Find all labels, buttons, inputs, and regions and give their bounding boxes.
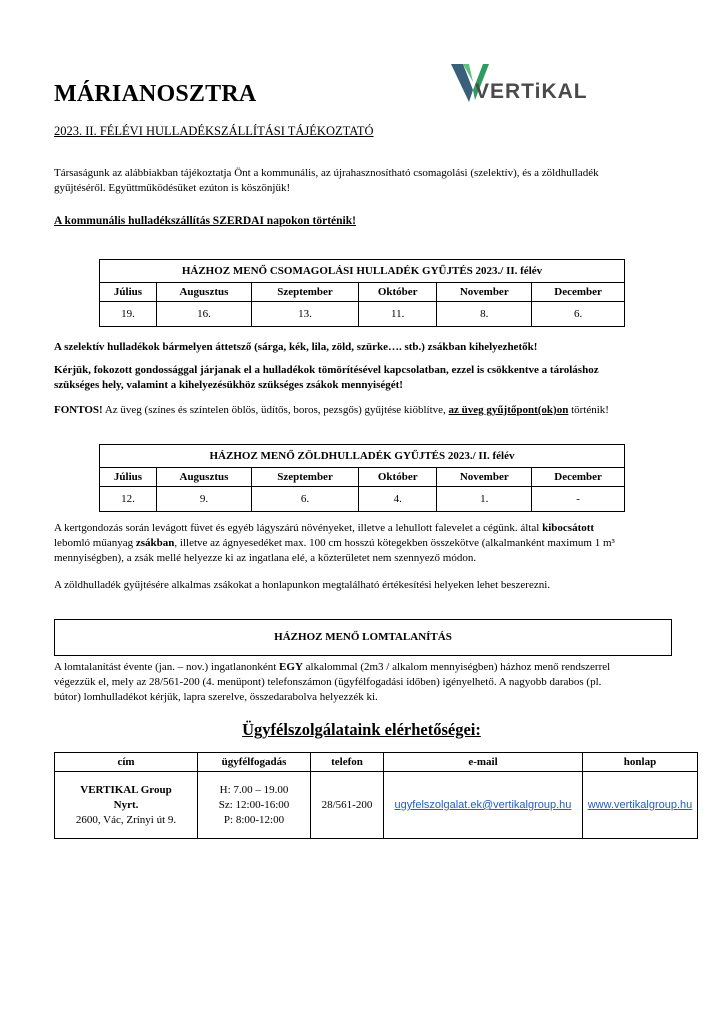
packaging-day-cell: 16. (156, 302, 251, 327)
bags-notice: A zöldhulladék gyűjtésére alkalmas zsákokat a honlapunkon megtalálható értékesítési helyeken lehet beszerezni. (54, 579, 551, 591)
glass-notice (54, 402, 674, 418)
packaging-day-cell: 13. (251, 302, 358, 327)
selective-notice: A szelektív hulladékok bármelyen áttetsző (sárga, kék, lila, zöld, szürke…. stb.) zsákban kihelyezhetők! (54, 341, 538, 353)
bulky-waste-box (54, 619, 672, 656)
compress-notice-line-2: szükséges hely, valamint a kihelyezésükhöz szükséges zsákok mennyiségét! (54, 379, 403, 391)
glass-notice-tail: történik! (568, 404, 609, 416)
garden-paragraph (54, 521, 674, 566)
packaging-schedule-table (99, 259, 625, 327)
bulky-line-3: bútor) lomhulladékot kérjük, lapra szerelve, összedarabolva helyezzék ki. (54, 691, 378, 703)
glass-notice-label: FONTOS! (54, 404, 103, 416)
green-day-cell: 4. (359, 487, 437, 512)
green-day-cell: 6. (251, 487, 358, 512)
garden-line-2-text: lebomló műanyag (54, 537, 136, 549)
email-link[interactable]: ugyfelszolgalat.ek@vertikalgroup.hu (394, 799, 572, 811)
page-subtitle: 2023. II. FÉLÉVI HULLADÉKSZÁLLÍTÁSI TÁJÉKOZTATÓ (54, 124, 374, 138)
green-table-caption: HÁZHOZ MENŐ ZÖLDHULLADÉK GYŰJTÉS 2023./ II. félév (100, 445, 625, 468)
garden-line-2-tail: , illetve az ágnyesedéket max. 100 cm hosszú kötegekben összekötve (alkalmanként maximum 1 m³ (174, 537, 615, 549)
contact-email-cell (384, 772, 583, 839)
packaging-month-header: November (437, 283, 532, 302)
garden-line-2 (54, 536, 674, 551)
green-month-header: Október (359, 468, 437, 487)
glass-notice-text: Az üveg (színes és színtelen öblös, üdítős, boros, pezsgős) gyűjtése kiöblítve, (102, 404, 449, 416)
packaging-month-header: Október (359, 283, 437, 302)
green-day-cell: 9. (156, 487, 251, 512)
packaging-day-cell: 11. (359, 302, 437, 327)
packaging-month-header: December (532, 283, 625, 302)
contact-hours-cell (198, 772, 311, 839)
vertikal-logo (447, 58, 597, 108)
contact-header-website: honlap (583, 753, 698, 772)
contact-table (54, 752, 698, 839)
company-address: 2600, Vác, Zrínyi út 9. (75, 813, 177, 826)
vertikal-logo-text: VERTiKAL (475, 80, 588, 103)
contact-phone-cell: 28/561-200 (311, 772, 384, 839)
bulky-line-2: végezzük el, mely az 28/561-200 (4. menüpont) telefonszámon (ügyfélfogadási időben) igényelhető. A nagyobb darabos (pl. (54, 676, 602, 688)
contact-website-cell (583, 772, 698, 839)
bulky-line-1-text: A lomtalanítást évente (jan. – nov.) ingatlanonként (54, 661, 280, 673)
green-day-cell: - (532, 487, 625, 512)
bulky-line-1-bold: EGY (279, 661, 303, 673)
green-day-cell: 12. (100, 487, 157, 512)
packaging-day-cell: 6. (532, 302, 625, 327)
compress-notice-line-1: Kérjük, fokozott gondossággal járjanak el a hulladékok tömörítésével kapcsolatban, ezzel is csökkentve a tároláshoz (54, 364, 599, 376)
garden-line-2-bold: zsákban (135, 537, 175, 549)
packaging-month-header: Augusztus (156, 283, 251, 302)
hours-line: H: 7.00 – 19.00 (219, 783, 289, 796)
intro-line-1: Társaságunk az alábbiakban tájékoztatja Önt a kommunális, az újrahasznosítható csomagolási (szelektív), és a zöldhulladék (54, 167, 599, 179)
hours-line: P: 8:00-12:00 (223, 813, 285, 826)
green-month-header: Július (100, 468, 157, 487)
green-month-header: December (532, 468, 625, 487)
packaging-day-cell: 8. (437, 302, 532, 327)
bulky-waste-title: HÁZHOZ MENŐ LOMTALANÍTÁS (274, 631, 452, 643)
packaging-day-cell: 19. (100, 302, 157, 327)
contact-header-address: cím (55, 753, 198, 772)
website-link[interactable]: www.vertikalgroup.hu (587, 799, 693, 811)
glass-notice-emphasis: az üveg gyűjtőpont(ok)on (448, 404, 569, 416)
contact-title: Ügyfélszolgálataink elérhetőségei: (242, 720, 481, 739)
packaging-month-header: Szeptember (251, 283, 358, 302)
green-month-header: November (437, 468, 532, 487)
communal-notice: A kommunális hulladékszállítás SZERDAI napokon történik! (54, 215, 356, 227)
page-title: MÁRIANOSZTRA (54, 81, 257, 107)
green-day-cell: 1. (437, 487, 532, 512)
compress-notice (54, 363, 674, 393)
company-name-line-2: Nyrt. (113, 798, 139, 811)
packaging-table-caption: HÁZHOZ MENŐ CSOMAGOLÁSI HULLADÉK GYŰJTÉS 2023./ II. félév (100, 260, 625, 283)
green-month-header: Szeptember (251, 468, 358, 487)
packaging-month-header: Július (100, 283, 157, 302)
bulky-line-1-tail: alkalommal (2m3 / alkalom mennyiségben) házhoz menő rendszerrel (302, 661, 611, 673)
green-month-header: Augusztus (156, 468, 251, 487)
hours-line: Sz: 12:00-16:00 (218, 798, 290, 811)
bulky-line-1 (54, 660, 674, 675)
intro-line-2: gyűjtéséről. Együttműködésüket ezúton is köszönjük! (54, 182, 291, 194)
green-schedule-table (99, 444, 625, 512)
company-name-line-1: VERTIKAL Group (80, 783, 172, 796)
garden-line-1-bold: kibocsátott (542, 522, 595, 534)
contact-header-hours: ügyfélfogadás (198, 753, 311, 772)
contact-header-email: e-mail (384, 753, 583, 772)
bulky-paragraph (54, 660, 674, 705)
contact-header-phone: telefon (311, 753, 384, 772)
intro-paragraph (54, 166, 674, 196)
contact-address-cell (55, 772, 198, 839)
garden-line-1 (54, 521, 674, 536)
garden-line-1-text: A kertgondozás során levágott füvet és egyéb lágyszárú növényeket, illetve a lehullott falevelet a cégünk. által (54, 522, 543, 534)
garden-line-3: mennyiségben), a zsák mellé helyezze ki az ingatlana elé, a közterületet nem szennyező módon. (54, 552, 477, 564)
